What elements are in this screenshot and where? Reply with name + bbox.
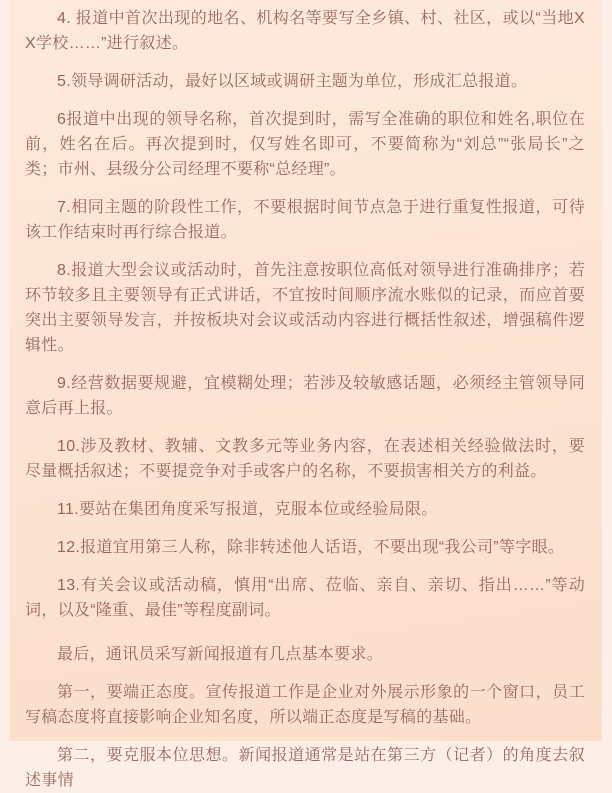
paragraph-requirement-1: 第一，要端正态度。宣传报道工作是企业对外展示形象的一个窗口，员工写稿态度将直接影响企业知名度，所以端正态度是写稿的基础。: [25, 684, 585, 726]
paragraph-item-8: 8.报道大型会议或活动时，首先注意按职位高低对领导进行准确排序；若环节较多且主要领导有正式讲话，不宜按时间顺序流水账似的记录，而应首要突出主要领导发言，并按板块对会议或活动内容进行概括性叙述，增强稿件逻辑性。: [25, 262, 585, 354]
paragraph-item-7: 7.相同主题的阶段性工作，不要根据时间节点急于进行重复性报道，可待该工作结束时再行综合报道。: [25, 199, 585, 241]
paragraph-item-10: 10.涉及教材、教辅、文教多元等业务内容，在表述相关经验做法时，要尽量概括叙述；不要提竞争对手或客户的名称，不要损害相关方的利益。: [25, 438, 585, 480]
paragraph-item-13: 13.有关会议或活动稿，慎用“出席、莅临、亲自、亲切、指出……”等动词，以及“隆重、最佳”等程度副词。: [25, 577, 585, 619]
paragraph-item-12: 12.报道宜用第三人称，除非转述他人话语，不要出现“我公司”等字眼。: [57, 539, 565, 556]
paragraph-item-9: 9.经营数据要规避，宜模糊处理；若涉及较敏感话题，必须经主管领导同意后再上报。: [25, 375, 585, 417]
paragraph-requirement-2: 第二，要克服本位思想。新闻报道通常是站在第三方（记者）的角度去叙述事情: [25, 747, 585, 789]
article-content-area[interactable]: [10, 0, 602, 789]
paragraph-item-5: 5.领导调研活动，最好以区域或调研主题为单位，形成汇总报道。: [57, 73, 528, 90]
paragraph-item-6: 6报道中出现的领导名称，首次提到时，需写全准确的职位和姓名,职位在前，姓名在后。再次提到时，仅写姓名即可，不要简称为“刘总”“张局长”之类；市州、县级分公司经理不要称“总经理”。: [25, 111, 585, 178]
paragraph-item-4: 4. 报道中首次出现的地名、机构名等要写全乡镇、村、社区，或以“当地XX学校……”进行叙述。: [25, 10, 585, 52]
paragraph-closing-intro: 最后，通讯员采写新闻报道有几点基本要求。: [57, 646, 384, 663]
paragraph-item-11: 11.要站在集团角度采写报道，克服本位或经验局限。: [57, 501, 438, 518]
